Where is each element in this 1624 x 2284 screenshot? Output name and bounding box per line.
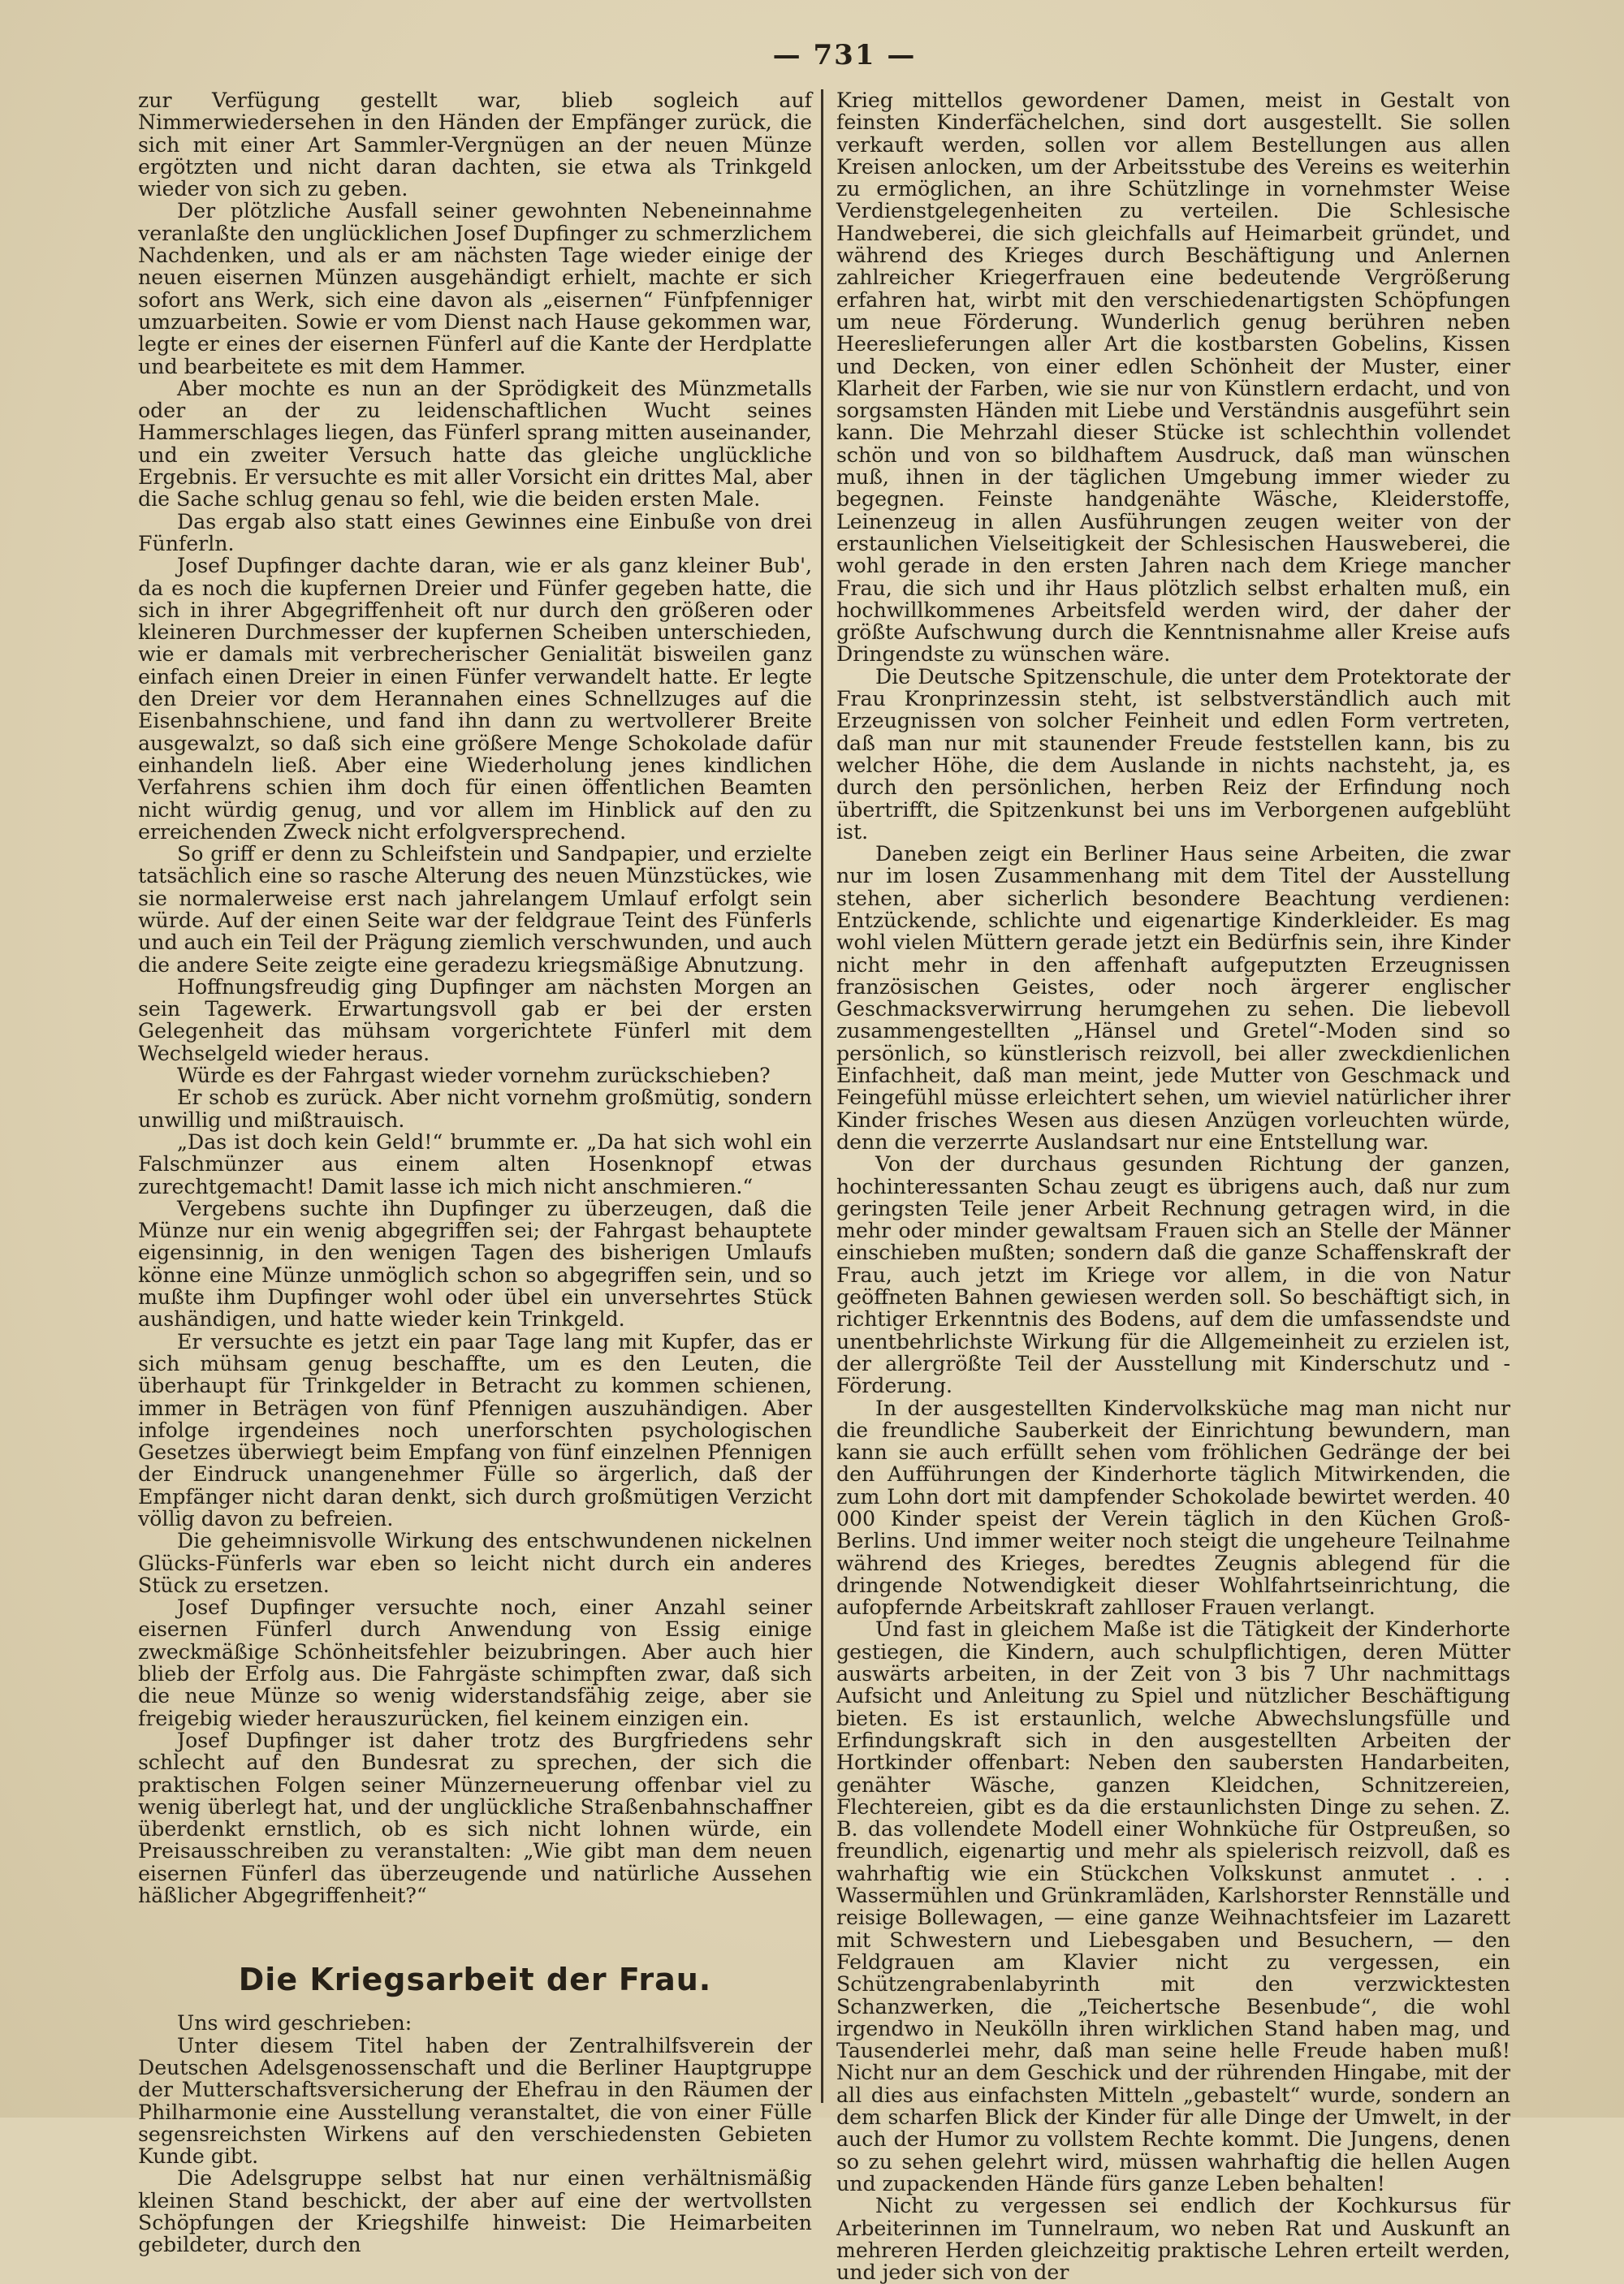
column-divider <box>821 89 823 2103</box>
paragraph: „Das ist doch kein Geld!“ brummte er. „Da hat sich wohl ein Falschmünzer aus einem alten Hosenknopf etwas zurechtgemacht! Damit lasse ich mich nicht anschmieren.“ <box>138 1129 812 1198</box>
paragraph: In der ausgestellten Kindervolksküche mag man nicht nur die freundliche Sauberkeit der Einrichtung bewundern, man kann sie auch erfüllt sehen vom fröhlichen Gedränge der bei den Aufführungen der Kinderhorte täglich Mitwirkenden, die zum Lohn dort mit dampfender Schokolade bewirtet werden. 40 000 Kinder speist der Verein täglich in den Küchen Groß-Berlins. Und immer weiter noch steigt die ungeheure Teilnahme während des Krieges, beredtes Zeugnis ablegend für die dringende Notwendigkeit dieser Wohlfahrtseinrichtung, die aufopfernde Arbeitskraft zahlloser Frauen verlangt. <box>836 1396 1510 1620</box>
paragraph: Würde es der Fahrgast wieder vornehm zurückschieben? <box>177 1064 771 1088</box>
paragraph: Nicht zu vergessen sei endlich der Kochkursus für Arbeiterinnen im Tunnelraum, wo neben Rat und Auskunft an mehreren Herden gleichzeitig praktische Lehren erteilt werden, und jeder sich von der <box>836 2194 1510 2284</box>
article-headline: Die Kriegsarbeit der Frau. <box>238 1962 712 1998</box>
paragraph: Josef Dupfinger dachte daran, wie er als ganz kleiner Bub', da es noch die kupfernen Dreier und Fünfer gegeben hatte, die sich in ihrer Abgegriffenheit oft nur durch den größeren oder kleineren Durchmesser der kupfernen Scheiben unterschieden, wie er damals mit verbrecherischer Genialität bisweilen ganz einfach einen Dreier in einen Fünfer verwandelt hatte. Er legte den Dreier vor dem Herannahen eines Schnellzuges auf die Eisenbahnschiene, und fand ihn dann zu wertvollerer Breite ausgewalzt, so daß sich eine größere Menge Schokolade dafür einhandeln ließ. Aber eine Wiederholung jenes kindlichen Verfahrens schien ihm doch für einen öffentlichen Beamten nicht würdig genug, und vor allem im Hinblick auf den zu erreichenden Zweck nicht erfolgversprechend. <box>138 554 812 844</box>
paragraph: Hoffnungsfreudig ging Dupfinger am nächsten Morgen an sein Tagewerk. Erwartungsvoll gab er bei der ersten Gelegenheit das mühsam vorgerichtete Fünferl mit dem Wechselgeld wieder heraus. <box>138 974 812 1065</box>
paragraph: Er versuchte es jetzt ein paar Tage lang mit Kupfer, das er sich mühsam genug beschaffte, um es den Leuten, die überhaupt für Trinkgelder in Betracht zu kommen schienen, immer in Beträgen von fünf Pfennigen auszuhändigen. Aber infolge irgendeines noch unerforschten psychologischen Gesetzes überwiegt beim Empfang von fünf einzelnen Pfennigen der Eindruck unangenehmer Fülle so ärgerlich, daß der Empfänger nicht daran denkt, sich durch großmütigen Verzicht völlig davon zu befreien. <box>138 1329 812 1531</box>
paragraph: zur Verfügung gestellt war, blieb sogleich auf Nimmerwiedersehen in den Händen der Empfänger zurück, die sich mit einer Art Sammler-Vergnügen an der neuen Münze ergötzten und nicht daran dachten, sie etwa als Trinkgeld wieder von sich zu geben. <box>138 89 812 201</box>
paragraph: Die geheimnisvolle Wirkung des entschwundenen nickelnen Glücks-Fünferls war eben so leicht nicht durch ein anderes Stück zu ersetzen. <box>138 1529 812 1597</box>
paragraph: Aber mochte es nun an der Sprödigkeit des Münzmetalls oder an der zu leidenschaftlichen Wucht seines Hammerschlages liegen, das Fünferl sprang mitten auseinander, und ein zweiter Versuch hatte das gleiche unglückliche Ergebnis. Er versuchte es mit aller Vorsicht ein drittes Mal, aber die Sache schlug genau so fehl, wie die beiden ersten Male. <box>138 376 812 512</box>
paragraph: Der plötzliche Ausfall seiner gewohnten Nebeneinnahme veranlaßte den unglücklichen Josef Dupfinger zu schmerzlichem Nachdenken, und als er am nächsten Tage wieder einige der neuen eisernen Münzen ausgehändigt erhielt, machte er sich sofort ans Werk, sich eine davon als „eisernen“ Fünfpfenniger umzuarbeiten. Sowie er vom Dienst nach Hause gekommen war, legte er eines der eisernen Fünferl auf die Kante der Herdplatte und bearbeitete es mit dem Hammer. <box>138 199 812 378</box>
left-column <box>138 89 812 2256</box>
paragraph: Krieg mittellos gewordener Damen, meist in Gestalt von feinsten Kinderfächelchen, sind dort ausgestellt. Sie sollen verkauft werden, sollen vor allem Bestellungen aus allen Kreisen anlocken, um der Arbeitsstube des Vereins es weiterhin zu ermöglichen, an ihre Schützlinge in vornehmster Weise Verdienstgelegenheiten zu verteilen. Die Schlesische Handweberei, die sich gleichfalls auf Heimarbeit gründet, und während des Krieges durch Beschäftigung und Anlernen zahlreicher Kriegerfrauen eine bedeutende Vergrößerung erfahren hat, wirbt mit den verschiedenartigsten Schöpfungen um neue Förderung. Wunderlich genug berühren neben Heereslieferungen aller Art die kostbarsten Gobelins, Kissen und Decken, von einer edlen Schönheit der Muster, einer Klarheit der Farben, wie sie nur von Künstlern erdacht, und von sorgsamsten Händen mit Liebe und Verständnis ausgeführt sein kann. Die Mehrzahl dieser Stücke ist schlechthin vollendet schön und von so bildhaftem Ausdruck, daß man wünschen muß, ihnen in der täglichen Umgebung immer wieder zu begegnen. Feinste handgenähte Wäsche, Kleiderstoffe, Leinenzeug in allen Ausführungen zeugen weiter von der erstaunlichen Vielseitigkeit der Schlesischen Hausweberei, die wohl gerade in den ersten Jahren nach dem Kriege mancher Frau, die sich und ihr Haus plötzlich selbst erhalten muß, ein hochwillkommenes Arbeitsfeld werden wird, der daher der größte Aufschwung durch die Kenntnisnahme aller Kreise aufs Dringendste zu wünschen wäre. <box>836 89 1510 667</box>
paragraph: Josef Dupfinger versuchte noch, einer Anzahl seiner eisernen Fünferl durch Anwendung von Essig einige zweckmäßige Schönheitsfehler beizubringen. Aber auch hier blieb der Erfolg aus. Die Fahrgäste schimpften zwar, daß sich die neue Münze so wenig widerstandsfähig zeige, aber sie freigebig wieder herauszurücken, fiel keinem einzigen ein. <box>138 1595 812 1730</box>
paragraph: Die Deutsche Spitzenschule, die unter dem Protektorate der Frau Kronprinzessin steht, ist selbstverständlich auch mit Erzeugnissen von solcher Feinheit und edlen Form vertreten, daß man nur mit staunender Freude feststellen kann, bis zu welcher Höhe, die dem Auslande in nichts nachsteht, ja, es durch den persönlichen, herben Reiz der Erfindung noch übertrifft, die Spitzenkunst bei uns im Verborgenen aufgeblüht ist. <box>836 664 1510 844</box>
paragraph: Von der durchaus gesunden Richtung der ganzen, hochinteressanten Schau zeugt es übrigens auch, daß nur zum geringsten Teile jener Arbeit Rechnung getragen wird, in die mehr oder minder gewaltsam Frauen sich an Stelle der Männer einschieben mußten; sondern daß die ganze Schaffenskraft der Frau, auch jetzt im Kriege vor allem, in die von Natur geöffneten Bahnen gewiesen werden soll. So beschäftigt sich, in richtiger Erkenntnis des Bodens, auf dem die umfassendste und unentbehrlichste Wirkung für die Allgemeinheit zu erzielen ist, der allergrößte Teil der Ausstellung mit Kinderschutz und -Förderung. <box>836 1152 1510 1398</box>
page-number: — 731 — <box>772 39 917 71</box>
paragraph: So griff er denn zu Schleifstein und Sandpapier, und erzielte tatsächlich eine so rasche Alterung des neuen Münzstückes, wie sie normalerweise erst nach jahrelangem Umlauf erfolgt sein würde. Auf der einen Seite war der feldgraue Teint des Fünferls und auch ein Teil der Prägung ziemlich verschwunden, und auch die andere Seite zeigte eine geradezu kriegsmäßige Abnutzung. <box>138 842 812 977</box>
paragraph: Daneben zeigt ein Berliner Haus seine Arbeiten, die zwar nur im losen Zusammenhang mit dem Titel der Ausstellung stehen, aber sicherlich besondere Beachtung verdienen: Entzückende, schlichte und eigenartige Kinderkleider. Es mag wohl vielen Müttern gerade jetzt ein Bedürfnis sein, ihre Kinder nicht mehr in den affenhaft aufgeputzten Erzeugnissen französischen Geistes, oder noch ärgerer englischer Geschmacksverwirrung herumgehen zu sehen. Die liebevoll zusammengestellten „Hänsel und Gretel“-Moden sind so persönlich, so künstlerisch reizvoll, bei aller zweckdienlichen Einfachheit, daß man meint, jede Mutter von Geschmack und Feingefühl müsse erleichtert sehen, um wieviel natürlicher ihrer Kinder frisches Wesen aus diesen Anzügen vorleuchten würde, denn die verzerrte Auslandsart nur eine Entstellung war. <box>836 842 1510 1154</box>
paragraph: Vergebens suchte ihn Dupfinger zu überzeugen, daß die Münze nur ein wenig abgegriffen sei; der Fahrgast behauptete eigensinnig, in den wenigen Tagen des bisherigen Umlaufs könne eine Münze unmöglich schon so abgegriffen sein, und so mußte ihm Dupfinger wohl oder übel ein unversehrtes Stück aushändigen, und hatte wieder kein Trinkgeld. <box>138 1196 812 1332</box>
paragraph: Josef Dupfinger ist daher trotz des Burgfriedens sehr schlecht auf den Bundesrat zu sprechen, der sich die praktischen Folgen seiner Münzerneuerung offenbar viel zu wenig überlegt hat, und der unglückliche Straßenbahnschaffner überdenkt ernstlich, ob es sich nicht lohnen würde, ein Preisausschreiben zu veranstalten: „Wie gibt man dem neuen eisernen Fünferl das überzeugende und natürliche Aussehen häßlicher Abgegriffenheit?“ <box>138 1728 812 1908</box>
paragraph: Uns wird geschrieben: <box>177 2011 412 2036</box>
paragraph: Das ergab also statt eines Gewinnes eine Einbuße von drei Fünferln. <box>138 509 812 555</box>
paragraph: Die Adelsgruppe selbst hat nur einen verhältnismäßig kleinen Stand beschickt, der aber auf eine der wertvollsten Schöpfungen der Kriegshilfe hinweist: Die Heimarbeiten gebildeter, durch den <box>138 2166 812 2257</box>
paragraph: Und fast in gleichem Maße ist die Tätigkeit der Kinderhorte gestiegen, die Kindern, auch schulpflichtigen, deren Mütter auswärts arbeiten, in der Zeit von 3 bis 7 Uhr nachmittags Aufsicht und Anleitung zu Spiel und nützlicher Beschäftigung bieten. Es ist erstaunlich, welche Abwechslungsfülle und Erfindungskraft sich in den ausgestellten Arbeiten der Hortkinder offenbart: Neben den saubersten Handarbeiten, genähter Wäsche, ganzen Kleidchen, Schnitzereien, Flechtereien, gibt es da die erstaunlichsten Dinge zu sehen. Z. B. das vollendete Modell einer Wohnküche für Ostpreußen, so freundlich, eigenartig und mehr als spielerisch reizvoll, daß es wahrhaftig wie ein Stückchen Volkskunst anmutet . . . Wassermühlen und Grünkramläden, Karlshorster Rennställe und reisige Bollewagen, — eine ganze Weihnachtsfeier im Lazarett mit Schwestern und Liebesgaben und Besuchern, — den Feldgrauen am Klavier nicht zu vergessen, ein Schützengrabenlabyrinth mit den verzwicktesten Schanzwerken, die „Teichertsche Besenbude“, die wohl irgendwo in Neukölln ihren wirklichen Stand haben mag, und Tausenderlei mehr, daß man seine helle Freude haben muß! Nicht nur an dem Geschick und der rührenden Hingabe, mit der all dies aus einfachsten Mitteln „gebastelt“ wurde, sondern an dem scharfen Blick der Kinder für alle Dinge der Umwelt, in der auch der Humor zu vollstem Rechte kommt. Die Jungens, denen so zu sehen gelehrt wird, müssen wahrhaftig die hellen Augen und zupackenden Hände fürs ganze Leben behalten! <box>836 1617 1510 2195</box>
paragraph: Unter diesem Titel haben der Zentralhilfsverein der Deutschen Adelsgenossenschaft und die Berliner Hauptgruppe der Mutterschaftsversicherung der Ehefrau in den Räumen der Philharmonie eine Ausstellung veranstaltet, die von einer Fülle segensreichsten Wirkens auf den verschiedensten Gebieten Kunde gibt. <box>138 2033 812 2169</box>
right-column <box>836 89 1510 2283</box>
paragraph: Er schob es zurück. Aber nicht vornehm großmütig, sondern unwillig und mißtrauisch. <box>138 1086 812 1132</box>
